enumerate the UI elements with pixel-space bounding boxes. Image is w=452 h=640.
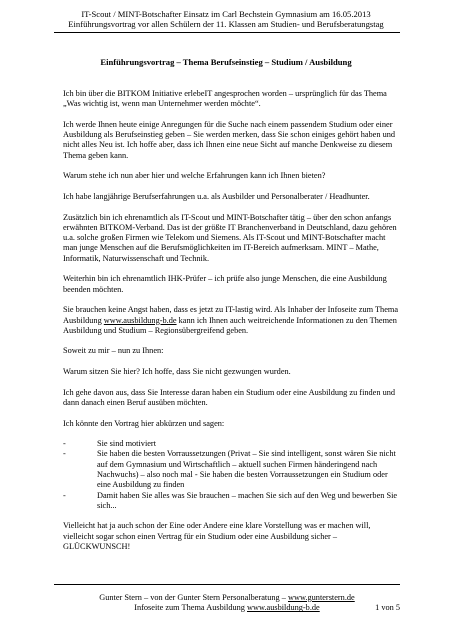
header-divider [54,32,400,33]
footer-line-1 [54,593,400,603]
bullet-dash: - [63,449,66,459]
paragraph-5: Zusätzlich bin ich ehrenamtlich als IT-Scout und MINT-Botschafter tätig – über den schon anfangs erwähnten BITKOM-Verband. Das ist der größte IT Branchenverband in Deutschland, dazu gehören u.a. solche großen Firmen wie Telekom und Siemens. Als IT-Scout und MINT-Botschafter macht man junge Menschen auf die Berufsmöglichkeiten im IT-Bereich aufmerksam. MINT – Mathe, Informatik, Naturwissenschaft und Technik. [63,212,397,263]
paragraph-6: Weiterhin bin ich ehrenamtlich IHK-Prüfer – ich prüfe also junge Menschen, die eine Ausbildung beenden möchten. [63,274,387,294]
paragraph-7-text-end: kann ich Ihnen auch weitreichende Informationen zu den Themen Ausbildung und Studium – Regionsübergreifend geben. [63,315,397,335]
bullet-list [63,439,399,511]
footer-infoseite-text: Infoseite zum Thema Ausbildung [134,603,247,613]
header-line-1: IT-Scout / MINT-Botschafter Einsatz im Carl Bechstein Gymnasium am 16.05.2013 [81,9,371,19]
list-item [63,449,399,490]
header-line-2: Einführungsvortrag vor allen Schülern der 11. Klassen am Studien- und Berufsberatungstag [68,19,384,30]
gunterstern-link[interactable]: www.gunterstern.de [287,593,355,602]
paragraph-12: Vielleicht hat ja auch schon der Eine oder Andere eine klare Vorstellung was er machen will, vielleicht sogar schon einen Vertrag für ein Studium oder eine Ausbildung sicher – GLÜCKWUNSCH! [63,521,371,552]
ausbildung-link[interactable]: www.ausbildung-b.de [103,315,177,325]
paragraph-7-text-start: Sie brauchen keine Angst haben, dass es jetzt zu IT-lastig wird. Als Inhaber der Infoseite zum Thema Ausbildung [63,305,399,325]
paragraph-10: Ich gehe davon aus, dass Sie Interesse daran haben ein Studium oder eine Ausbildung zu finden und dann danach einen Beruf ausüben möchten. [63,387,396,407]
bullet-dash: - [63,439,66,449]
paragraph-8: Soweit zu mir – nun zu Ihnen: [63,346,164,356]
footer-divider [54,584,400,585]
paragraph-1: Ich bin über die BITKOM Initiative erlebeIT angesprochen worden – ursprünglich für das Thema „Was wichtig ist, wenn man Unternehmer werden möchte“. [63,89,387,109]
list-item-text: Sie sind motiviert [97,439,156,449]
paragraph-4: Ich habe langjährige Berufserfahrungen u.a. als Ausbilder und Personalberater / Headhunter. [63,191,370,201]
paragraph-9: Warum sitzen Sie hier? Ich hoffe, dass Sie nicht gezwungen wurden. [63,367,291,377]
paragraph-7 [63,305,399,336]
footer-line-2 [54,603,400,613]
list-item [63,439,399,449]
paragraph-3: Warum stehe ich nun aber hier und welche Erfahrungen kann ich Ihnen bieten? [63,171,326,181]
document-title: Einführungsvortrag – Thema Berufseinstieg – Studium / Ausbildung [100,57,352,67]
page-number: 1 von 5 [375,603,400,613]
page-footer [54,593,400,614]
list-item-text: Sie haben die besten Vorraussetzungen (Privat – Sie sind intelligent, sonst wären Sie nicht auf dem Gymnasium und Wirtschaftlich – aktuell suchen Firmen händeringend nach Nachwuchs) – also noch mal - Sie haben die besten Vorraussetzungen ein Studium oder eine Ausbildung zu finden [97,449,396,490]
footer-ausbildung-link[interactable]: www.ausbildung-b.de [247,603,320,613]
paragraph-11: Ich könnte den Vortrag hier abkürzen und sagen: [63,418,225,428]
page-header [40,9,412,30]
bullet-dash: - [63,490,66,500]
list-item [63,491,399,512]
list-item-text: Damit haben Sie alles was Sie brauchen – machen Sie sich auf den Weg und bewerben Sie sich... [97,490,398,510]
document-body [63,89,399,563]
footer-author-text: Gunter Stern – von der Gunter Stern Personalberatung – [99,593,288,602]
paragraph-2: Ich werde Ihnen heute einige Anregungen für die Suche nach einem passendem Studium oder einer Ausbildung als Berufseinstieg geben – Sie werden merken, dass Sie schon einiges gehört haben und nicht alles Neu ist. Ich hoffe aber, dass ich Ihnen eine neue Sicht auf manche Denkweise zu diesem Thema geben kann. [63,119,396,160]
